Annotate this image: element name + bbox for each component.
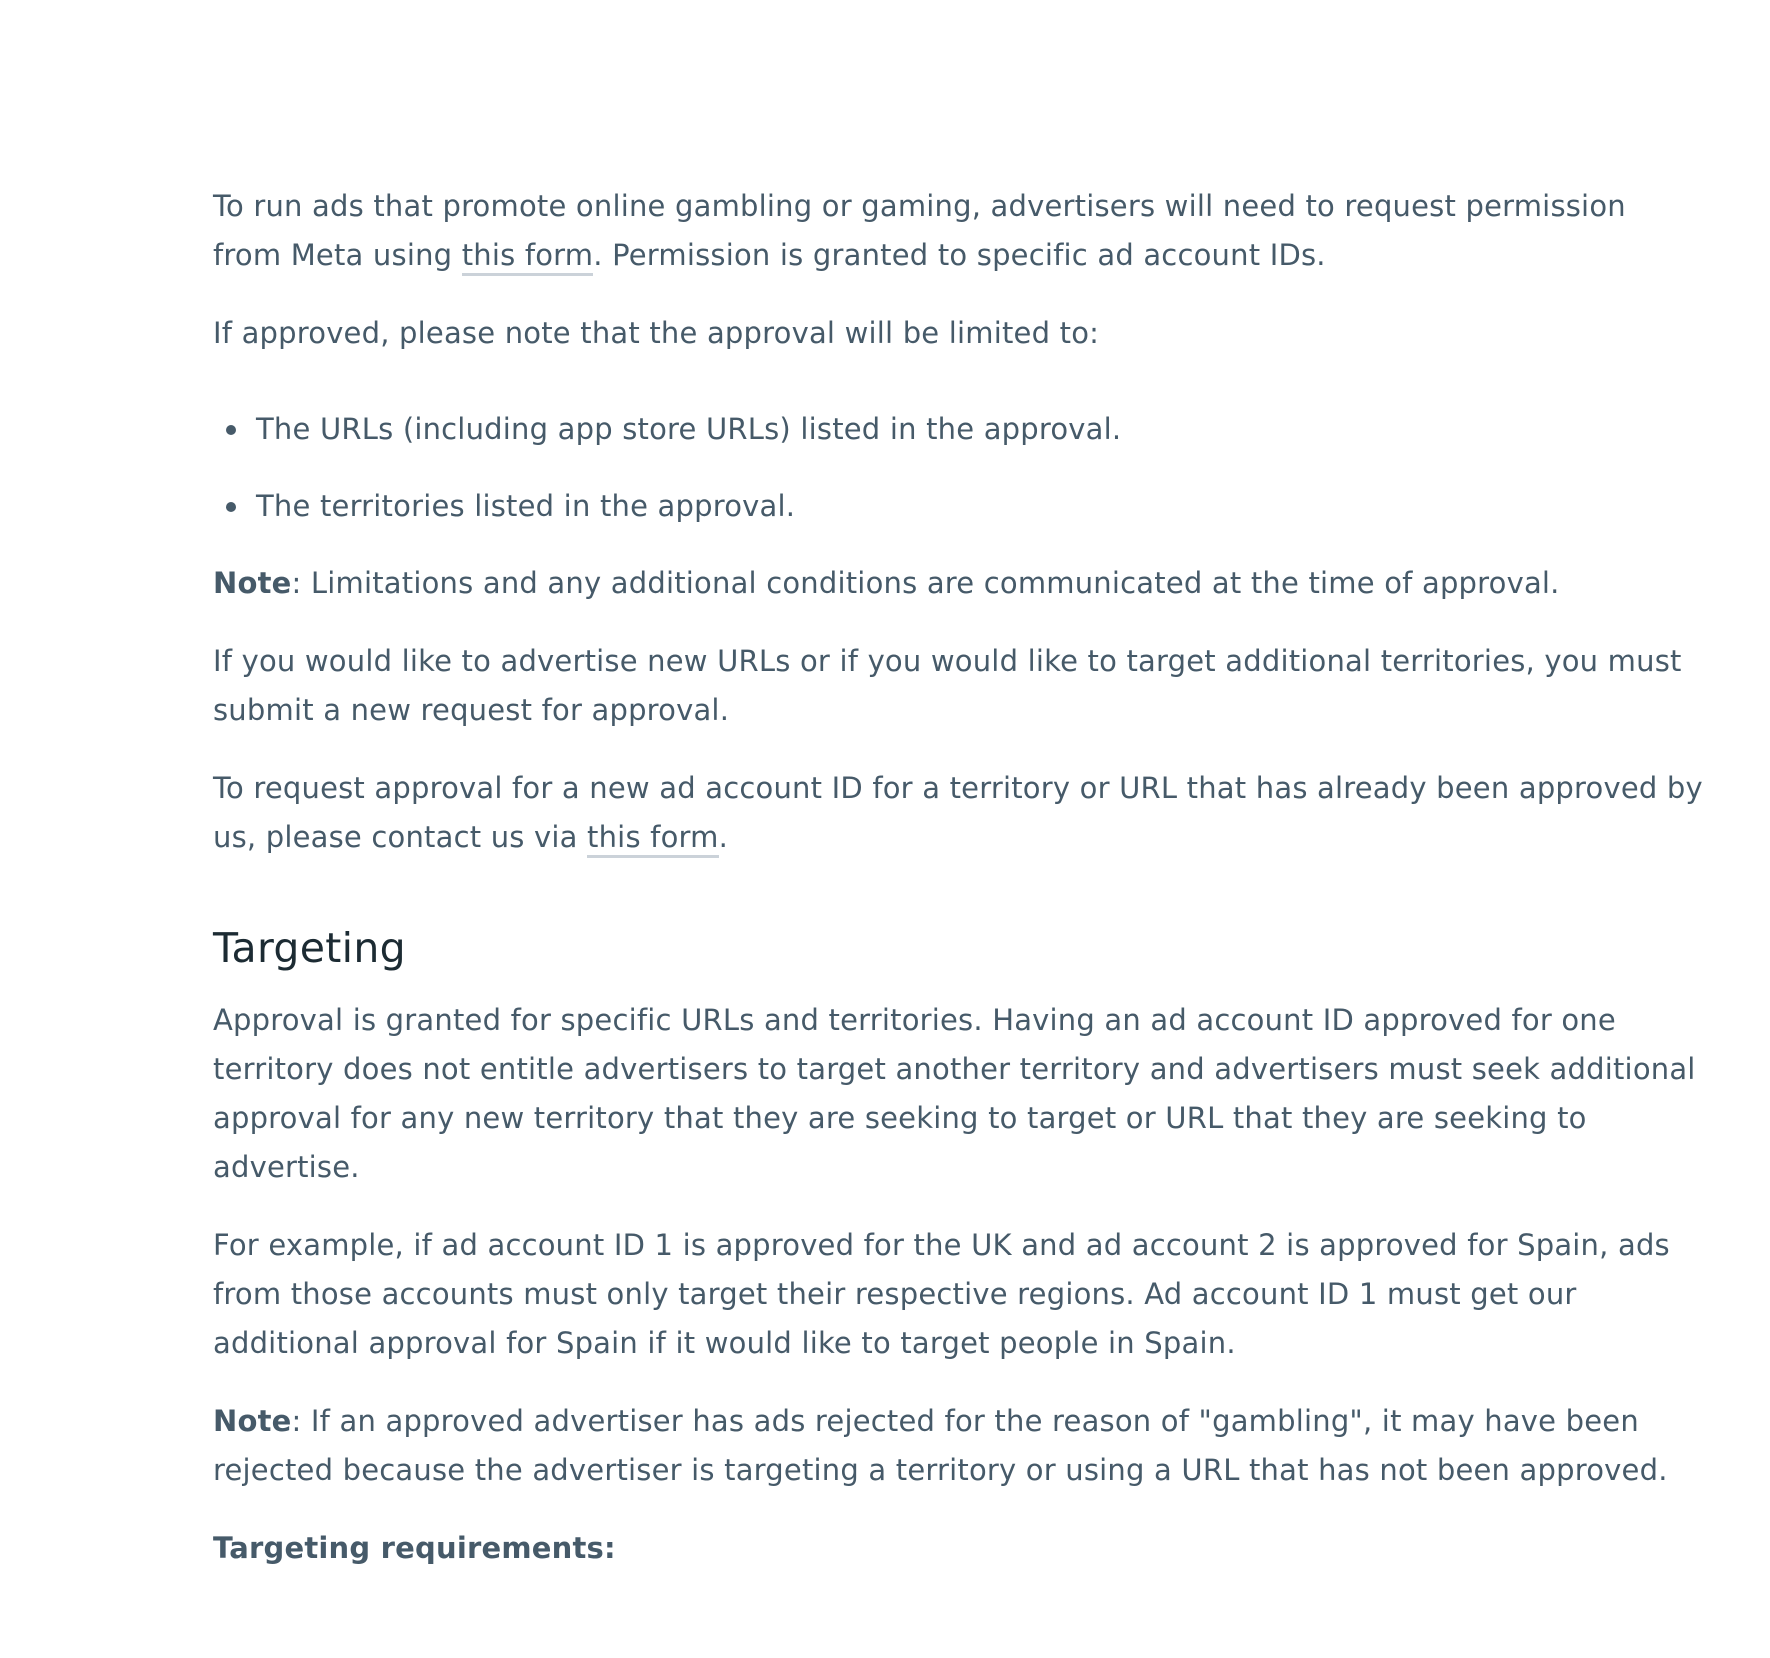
bullet-icon [226,425,236,435]
targeting-approval-paragraph: Approval is granted for specific URLs and territories. Having an ad account ID approved for one territory does not entitle advertisers to target another territory and advertisers must seek additional approval for any new territory that they are seeking to target or URL that they are seeking to advertise. [213,1003,1696,1184]
note-label: Note [213,1404,292,1438]
note-limitations-paragraph [213,559,1703,608]
targeting-note-paragraph [213,1397,1703,1495]
intro-text-before-link: To run ads that promote online gambling or gaming, advertisers will need to request permission from Meta using [213,189,1626,272]
list-item [213,405,1703,454]
approval-limited-paragraph: If approved, please note that the approval will be limited to: [213,316,1100,350]
note-label: Note [213,566,292,600]
new-urls-paragraph: If you would like to advertise new URLs or if you would like to target additional territories, you must submit a new request for approval. [213,644,1682,727]
list-item [213,482,1703,531]
targeting-requirements-label: Targeting requirements: [213,1531,616,1565]
targeting-heading: Targeting [213,924,406,972]
this-form-link-contact[interactable]: this form [587,820,719,858]
new-ad-account-text-end: . [718,820,729,854]
approval-limits-list [213,387,1703,531]
bullet-icon [226,502,236,512]
this-form-link-permission[interactable]: this form [462,238,594,276]
intro-text-after-link: . Permission is granted to specific ad account IDs. [593,238,1326,272]
note-text: : Limitations and any additional conditions are communicated at the time of approval. [291,566,1560,600]
intro-paragraph-permission [213,182,1703,280]
new-ad-account-paragraph [213,764,1703,862]
new-ad-account-text: To request approval for a new ad account ID for a territory or URL that has already been approved by us, please contact us via [213,771,1703,854]
targeting-example-paragraph: For example, if ad account ID 1 is approved for the UK and ad account 2 is approved for Spain, ads from those accounts must only target their respective regions. Ad account ID 1 must get our additional approval for Spain if it would like to target people in Spain. [213,1228,1670,1360]
list-item-text: The URLs (including app store URLs) listed in the approval. [256,412,1122,446]
note-text: : If an approved advertiser has ads rejected for the reason of "gambling", it may have been rejected because the advertiser is targeting a territory or using a URL that has not been approved. [213,1404,1668,1487]
list-item-text: The territories listed in the approval. [256,489,796,523]
article-content [213,182,1703,1602]
